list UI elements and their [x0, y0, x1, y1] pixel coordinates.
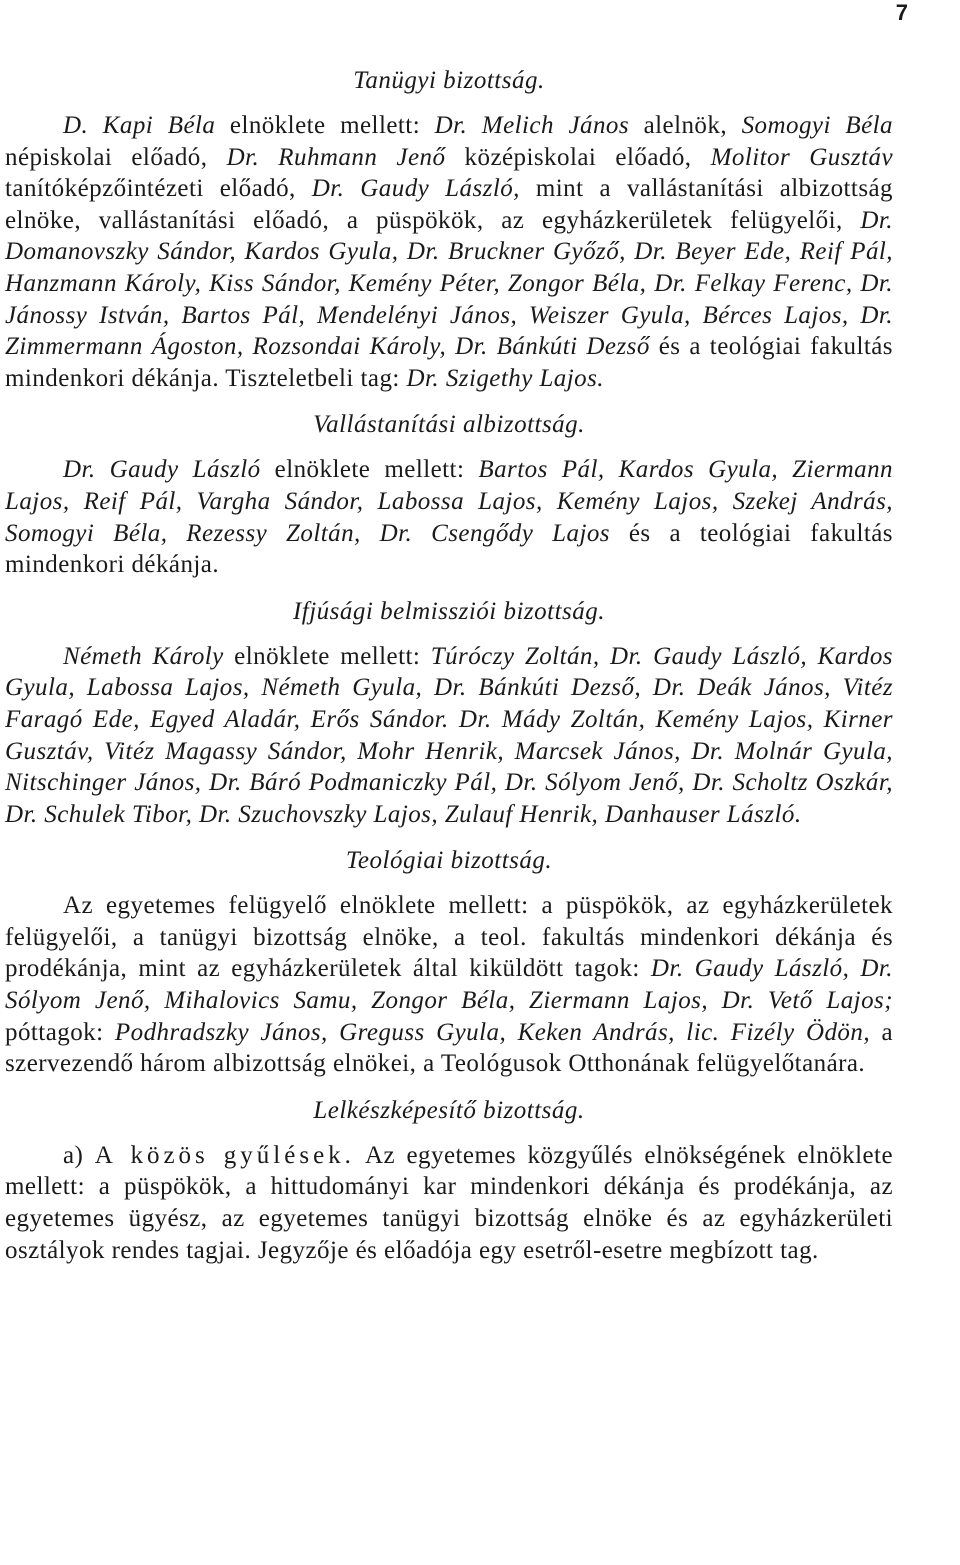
text-run: középiskolai előadó, [445, 143, 711, 171]
section-heading: Tanügyi bizottság. [353, 67, 545, 94]
text-run: a szervezendő három albizottság elnökei, a Teológusok Otthonának felügyelőtanára. [5, 1018, 893, 1078]
section-heading: Teológiai bizottság. [345, 847, 553, 875]
section-paragraph [5, 1140, 893, 1266]
text-run: Dr. Gaudy László, Dr. Sólyom Jenő, Mihalovics Samu, Zongor Béla, Ziermann Lajos, Dr. Vető Lajos; [5, 955, 894, 1015]
section-teologiai-bizottsag [5, 844, 893, 1080]
text-run: népiskolai előadó, [5, 143, 227, 171]
text-run: Németh Károly [63, 642, 224, 670]
text-run: elnöklete mellett: [215, 112, 435, 139]
section-tanugyi-bizottsag [5, 64, 893, 394]
text-run: D. Kapi Béla [63, 112, 216, 139]
section-vallastanitasi-albizottsag [5, 408, 893, 580]
section-paragraph [5, 890, 893, 1080]
text-run: alelnök, [629, 112, 742, 139]
section-heading: Vallástanítási albizottság. [313, 411, 585, 439]
text-run: Az egyetemes közgyűlés elnökségének elnöklete mellett: a püspökök, a hittudományi kar mindenkori dékánja és prodékánja, az egyetemes ügyész, az egyetemes tanügyi bizottság elnöke és az egyházkerületi osztályok rendes tagjai. Jegyzője és előadója egy esetről-esetre megbízott tag. [5, 1141, 893, 1264]
text-run: Podhradszky János, Greguss Gyula, Keken András, lic. Fizély Ödön, [114, 1018, 871, 1046]
text-run: és a teológiai fakultás mindenkori dékánja. Tiszteletbeli tag: [5, 333, 893, 392]
document-body [5, 64, 893, 1280]
section-paragraph [5, 641, 893, 831]
text-run: Dr. Melich János [434, 112, 630, 139]
page-number: 7 [895, 0, 908, 25]
text-run: Bartos Pál, Kardos Gyula, Ziermann Lajos, Reif Pál, Vargha Sándor, Labossa Lajos, Kemény Lajos, Szekej András, Somogyi Béla, Rezessy Zoltán, Dr. Csengődy Lajos [5, 456, 893, 547]
text-run: és a teológiai fakultás mindenkori dékánja. [5, 519, 893, 579]
text-run: a) [63, 1141, 95, 1169]
text-run-spaced: A közös gyűlések. [94, 1141, 355, 1169]
text-run: Dr. Ruhmann Jenő [226, 143, 446, 171]
section-heading: Ifjúsági belmissziói bizottság. [292, 597, 606, 625]
text-run: elnöklete mellett: [223, 642, 431, 670]
section-lelkeszkepesito-bizottsag [5, 1094, 893, 1266]
text-run: Dr. Gaudy László [63, 456, 261, 484]
text-run: tanítóképzőintézeti előadó, [5, 175, 312, 203]
text-run: Dr. Szigethy Lajos. [406, 364, 604, 392]
section-paragraph [5, 454, 893, 580]
text-run: Dr. Gaudy László, [311, 175, 520, 203]
text-run: póttagok: [5, 1018, 115, 1046]
text-run: Somogyi Béla [741, 112, 894, 139]
section-heading: Lelkészképesítő bizottság. [313, 1096, 585, 1124]
text-run: Molitor Gusztáv [710, 143, 893, 171]
text-run: Túróczy Zoltán, Dr. Gaudy László, Kardos Gyula, Labossa Lajos, Németh Gyula, Dr. Bánkúti Dezső, Dr. Deák János, Vitéz Faragó Ede, Egyed Aladár, Erős Sándor. Dr. Mády Zoltán, Kemény Lajos, Kirner Gusztáv, Vitéz Magassy Sándor, Mohr Henrik, Marcsek János, Dr. Molnár Gyula, Nitschinger János, Dr. Báró Podmaniczky Pál, Dr. Sólyom Jenő, Dr. Scholtz Oszkár, Dr. Schulek Tibor, Dr. Szuchovszky Lajos, Zulauf Henrik, Danhauser László. [5, 642, 893, 828]
text-run: elnöklete mellett: [260, 456, 479, 484]
section-ifjusagi-belmisszioi-bizottsag [5, 595, 893, 831]
section-paragraph [5, 110, 893, 394]
text-run: Dr. Domanovszky Sándor, Kardos Gyula, Dr. Bruckner Győző, Dr. Beyer Ede, Reif Pál, Hanzmann Károly, Kiss Sándor, Kemény Péter, Zongor Béla, Dr. Felkay Ferenc, Dr. Jánossy István, Bartos Pál, Mendelényi János, Weiszer Gyula, Bérces Lajos, Dr. Zimmermann Ágoston, Rozsondai Károly, Dr. Bánkúti Dezső [5, 206, 893, 361]
text-run: Az egyetemes felügyelő elnöklete mellett: a püspökök, az egyházkerületek felügyelői, a tanügyi bizottság elnöke, a teol. fakultás mindenkori dékánja és prodékánja, mint az egyházkerületek által kiküldött tagok: [5, 892, 893, 983]
text-run: mint a vallástanítási albizottság elnöke, vallástanítási előadó, a püspökök, az egyházkerületek felügyelői, [5, 175, 893, 234]
